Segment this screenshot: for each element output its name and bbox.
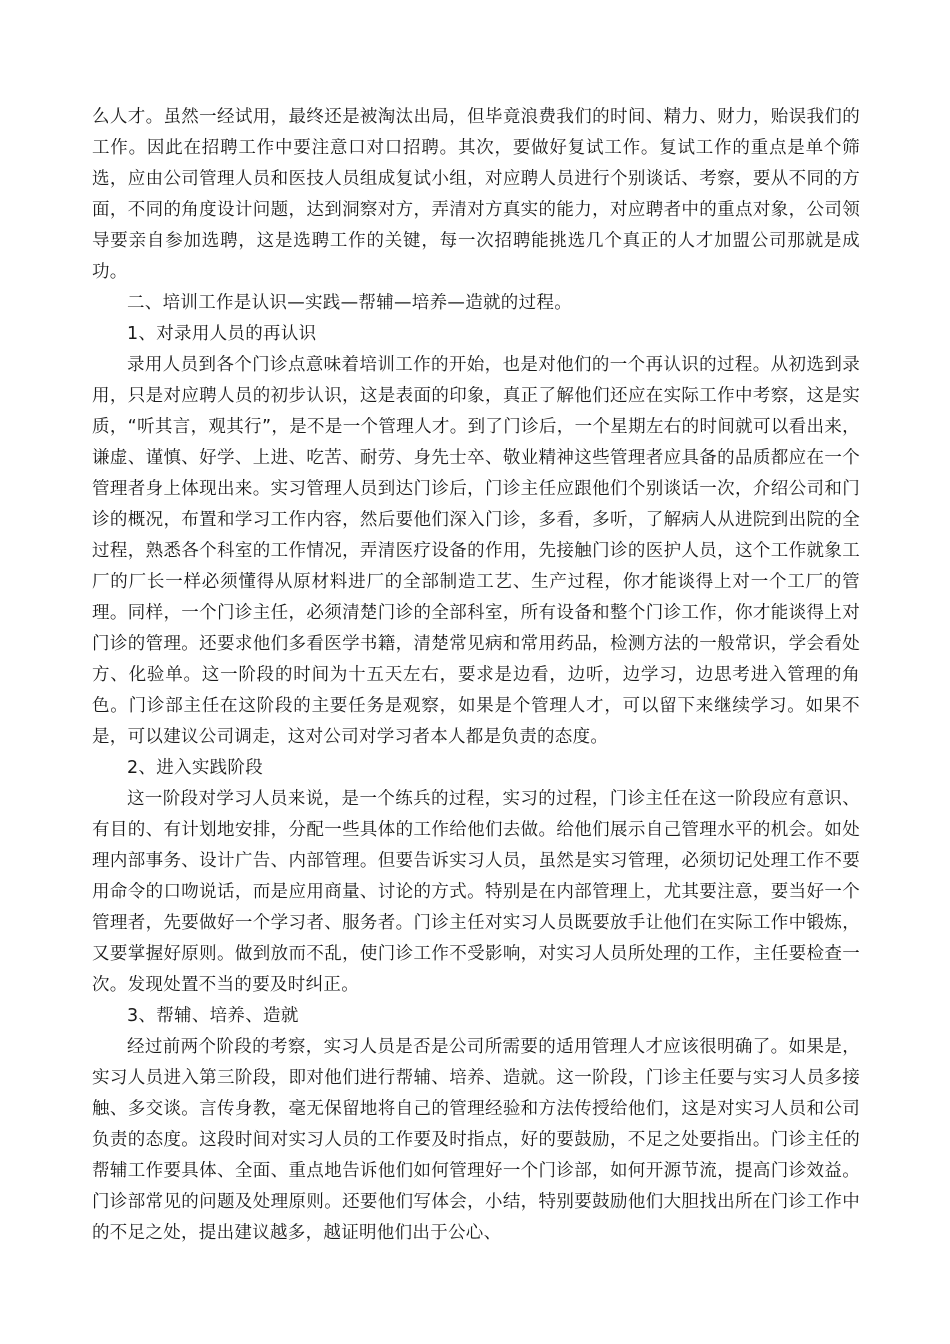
subheading-reassessment: 1、对录用人员的再认识 [127, 324, 317, 344]
subheading-practice-stage: 2、进入实践阶段 [127, 758, 264, 778]
subheading-mentoring: 3、帮辅、培养、造就 [127, 1006, 299, 1026]
document-body [92, 102, 860, 1249]
paragraph-practice-stage: 这一阶段对学习人员来说，是一个练兵的过程，实习的过程，门诊主任在这一阶段应有意识、有目的、有计划地安排，分配一些具体的工作给他们去做。给他们展示自己管理水平的机会。如处理内部事务、设计广告、内部管理。但要告诉实习人员，虽然是实习管理，必须切记处理工作不要用命令的口吻说话，而是应用商量、讨论的方式。特别是在内部管理上，尤其要注意，要当好一个管理者，先要做好一个学习者、服务者。门诊主任对实习人员既要放手让他们在实际工作中锻炼，又要掌握好原则。做到放而不乱，使门诊工作不受影响，对实习人员所处理的工作，主任要检查一次。发现处置不当的要及时纠正。 [92, 789, 860, 995]
paragraph-reassessment: 录用人员到各个门诊点意味着培训工作的开始，也是对他们的一个再认识的过程。从初选到录用，只是对应聘人员的初步认识，这是表面的印象，真正了解他们还应在实际工作中考察，这是实质，“听其言，观其行”，是不是一个管理人才。到了门诊后，一个星期左右的时间就可以看出来，谦虚、谨慎、好学、上进、吃苦、耐劳、身先士卒、敬业精神这些管理者应具备的品质都应在一个管理者身上体现出来。实习管理人员到达门诊后，门诊主任应跟他们个别谈话一次，介绍公司和门诊的概况，布置和学习工作内容，然后要他们深入门诊，多看，多听，了解病人从进院到出院的全过程，熟悉各个科室的工作情况，弄清医疗设备的作用，先接触门诊的医护人员，这个工作就象工厂的厂长一样必须懂得从原材料进厂的全部制造工艺、生产过程，你才能谈得上对一个工厂的管理。同样，一个门诊主任，必须清楚门诊的全部科室，所有设备和整个门诊工作，你才能谈得上对门诊的管理。还要求他们多看医学书籍，清楚常见病和常用药品，检测方法的一般常识，学会看处方、化验单。这一阶段的时间为十五天左右，要求是边看，边听，边学习，边思考进入管理的角色。门诊部主任在这阶段的主要任务是观察，如果是个管理人才，可以留下来继续学习。如果不是，可以建议公司调走，这对公司对学习者本人都是负责的态度。 [92, 355, 860, 747]
paragraph-mentoring: 经过前两个阶段的考察，实习人员是否是公司所需要的适用管理人才应该很明确了。如果是，实习人员进入第三阶段，即对他们进行帮辅、培养、造就。这一阶段，门诊主任要与实习人员多接触、多交谈。言传身教，毫无保留地将自己的管理经验和方法传授给他们，这是对实习人员和公司负责的态度。这段时间对实习人员的工作要及时指点，好的要鼓励，不足之处要指出。门诊主任的帮辅工作要具体、全面、重点地告诉他们如何管理好一个门诊部，如何开源节流，提高门诊效益。门诊部常见的问题及处理原则。还要他们写体会，小结，特别要鼓励他们大胆找出所在门诊工作中的不足之处，提出建议越多，越证明他们出于公心、 [92, 1037, 860, 1243]
section-heading-training: 二、培训工作是认识—实践—帮辅—培养—造就的过程。 [127, 293, 572, 313]
paragraph-recruitment-continuation: 么人才。虽然一经试用，最终还是被淘汰出局，但毕竟浪费我们的时间、精力、财力，贻误我们的工作。因此在招聘工作中要注意口对口招聘。其次，要做好复试工作。复试工作的重点是单个筛选，应由公司管理人员和医技人员组成复试小组，对应聘人员进行个别谈话、考察，要从不同的方面，不同的角度设计问题，达到洞察对方，弄清对方真实的能力，对应聘者中的重点对象，公司领导要亲自参加选聘，这是选聘工作的关键，每一次招聘能挑选几个真正的人才加盟公司那就是成功。 [92, 107, 860, 282]
